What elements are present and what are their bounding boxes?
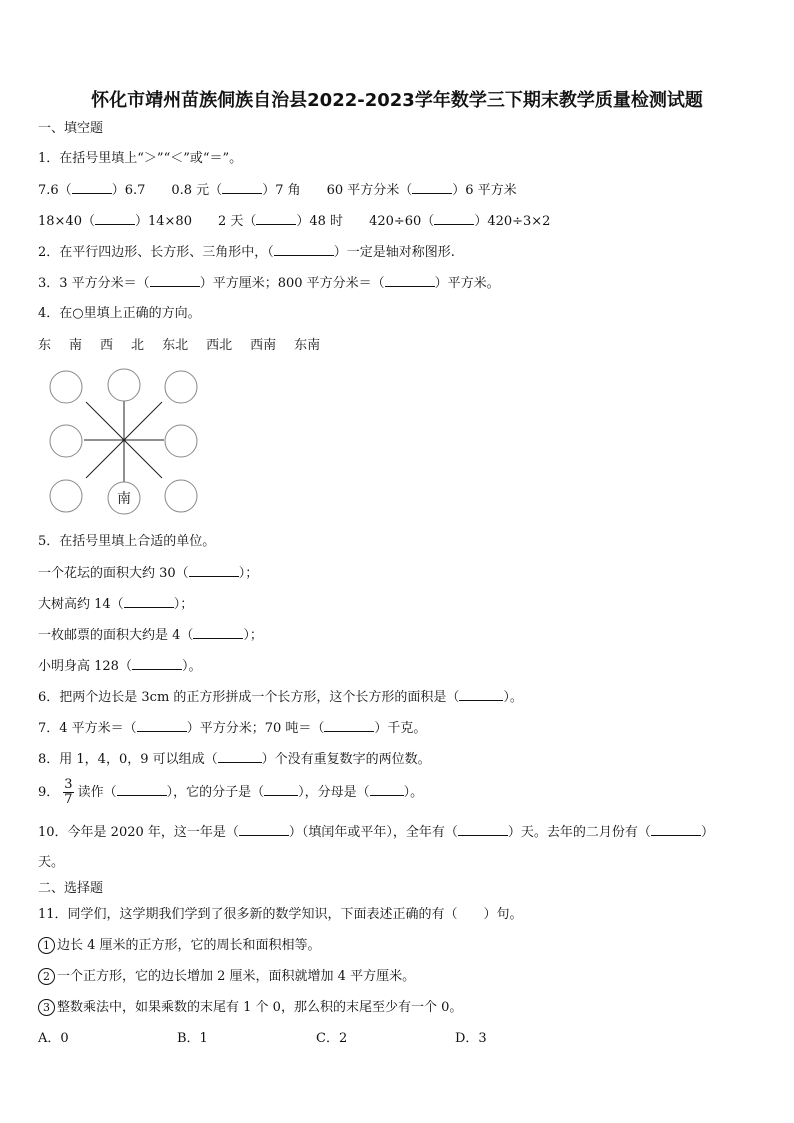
q10-tail: 天。 (38, 855, 65, 870)
direction-word: 东北 (162, 338, 189, 353)
q4-stem: 4．在○里填上正确的方向。 (38, 306, 201, 321)
answer-blank[interactable] (137, 719, 187, 732)
fraction-3-7: $\frac{3}{7}$ (64, 777, 73, 807)
answer-blank[interactable] (193, 626, 243, 639)
answer-blank[interactable] (274, 243, 334, 256)
circled-number-icon: 3 (38, 999, 55, 1016)
q2: 2．在平行四边形、长方形、三角形中，（ ）一定是轴对称图形. (38, 245, 455, 260)
south-label: 南 (117, 491, 131, 507)
option-d[interactable]: D．3 (455, 1031, 487, 1046)
q11-statement-2: 2 一个正方形，它的边长增加 2 厘米，面积就增加 4 平方厘米。 (38, 968, 415, 986)
direction-word: 北 (131, 338, 145, 353)
answer-blank[interactable] (150, 274, 200, 287)
q4-direction-words (38, 337, 338, 355)
answer-circle-se (165, 480, 197, 512)
answer-blank[interactable] (370, 783, 404, 796)
answer-blank[interactable] (256, 212, 296, 225)
q1-row-1: 7.6（ ）6.7 0.8 元（ ）7 角 60 平方分米（ ）6 平方米 (38, 183, 517, 198)
page-title: 怀化市靖州苗族侗族自治县2022-2023学年数学三下期末教学质量检测试题 (91, 90, 703, 111)
q5-b: 大树高约 14（ ）； (38, 597, 194, 612)
section-heading-fill-blank: 一、填空题 (38, 121, 104, 136)
direction-word: 东 (38, 338, 52, 353)
q10: 10．今年是 2020 年，这一年是（ ）（填闰年或平年），全年有（ ）天。去年的二月份有（ ） (38, 825, 714, 840)
compass-diagram (44, 366, 204, 516)
answer-blank[interactable] (124, 595, 174, 608)
circled-number-icon: 2 (38, 968, 55, 985)
q5-c: 一枚邮票的面积大约是 4（ ）； (38, 628, 263, 643)
q11-statement-3: 3 整数乘法中，如果乘数的末尾有 1 个 0，那么积的末尾至少有一个 0。 (38, 999, 462, 1017)
answer-blank[interactable] (72, 181, 112, 194)
direction-word: 东南 (294, 338, 321, 353)
direction-word: 西 (100, 338, 114, 353)
answer-blank[interactable] (324, 719, 374, 732)
direction-word: 西北 (206, 338, 233, 353)
direction-word: 南 (69, 338, 83, 353)
answer-blank[interactable] (218, 750, 262, 763)
q5-stem: 5．在括号里填上合适的单位。 (38, 534, 216, 549)
answer-blank[interactable] (117, 783, 167, 796)
answer-circle-nw (50, 371, 82, 403)
q1-row-2: 18×40（ ）14×80 2 天（ ）48 时 420÷60（ ）420÷3×2 (38, 214, 551, 229)
option-a[interactable]: A．0 (38, 1031, 69, 1046)
q7: 7．4 平方米＝（ ）平方分米；70 吨＝（ ）千克。 (38, 721, 427, 736)
answer-circle-w (50, 425, 82, 457)
circled-number-icon: 1 (38, 937, 55, 954)
answer-blank[interactable] (412, 181, 452, 194)
answer-blank[interactable] (434, 212, 474, 225)
q5-d: 小明身高 128（ ）。 (38, 659, 202, 674)
answer-blank[interactable] (264, 783, 298, 796)
option-c[interactable]: C．2 (316, 1031, 348, 1046)
answer-blank[interactable] (459, 688, 503, 701)
answer-circle-ne (165, 371, 197, 403)
answer-blank[interactable] (239, 823, 289, 836)
answer-blank[interactable] (189, 564, 239, 577)
q5-a: 一个花坛的面积大约 30（ ）； (38, 566, 259, 581)
q9: 9． $\frac{3}{7}$ 读作（ ），它的分子是（ ），分母是（ ）。 (38, 777, 424, 807)
answer-blank[interactable] (651, 823, 701, 836)
answer-blank[interactable] (132, 657, 182, 670)
direction-word: 西南 (250, 338, 277, 353)
answer-blank[interactable] (385, 274, 435, 287)
q6: 6．把两个边长是 3cm 的正方形拼成一个长方形，这个长方形的面积是（ ）。 (38, 690, 523, 705)
q11-statement-1: 1 边长 4 厘米的正方形，它的周长和面积相等。 (38, 937, 321, 955)
answer-circle-sw (50, 480, 82, 512)
q11-stem: 11．同学们，这学期我们学到了很多新的数学知识，下面表述正确的有（ ）句。 (38, 907, 523, 922)
q8: 8．用 1，4，0，9 可以组成（ ）个没有重复数字的两位数。 (38, 752, 431, 767)
answer-blank[interactable] (222, 181, 262, 194)
answer-circle-n (108, 369, 140, 401)
section-heading-choice: 二、选择题 (38, 881, 104, 896)
q1-stem: 1．在括号里填上“＞”“＜”或“＝”。 (38, 151, 243, 166)
q3: 3．3 平方分米＝（ ）平方厘米；800 平方分米＝（ ）平方米。 (38, 276, 500, 291)
q11-options (38, 1030, 594, 1048)
answer-blank[interactable] (95, 212, 135, 225)
answer-circle-e (165, 425, 197, 457)
answer-blank[interactable] (458, 823, 508, 836)
option-b[interactable]: B．1 (177, 1031, 208, 1046)
